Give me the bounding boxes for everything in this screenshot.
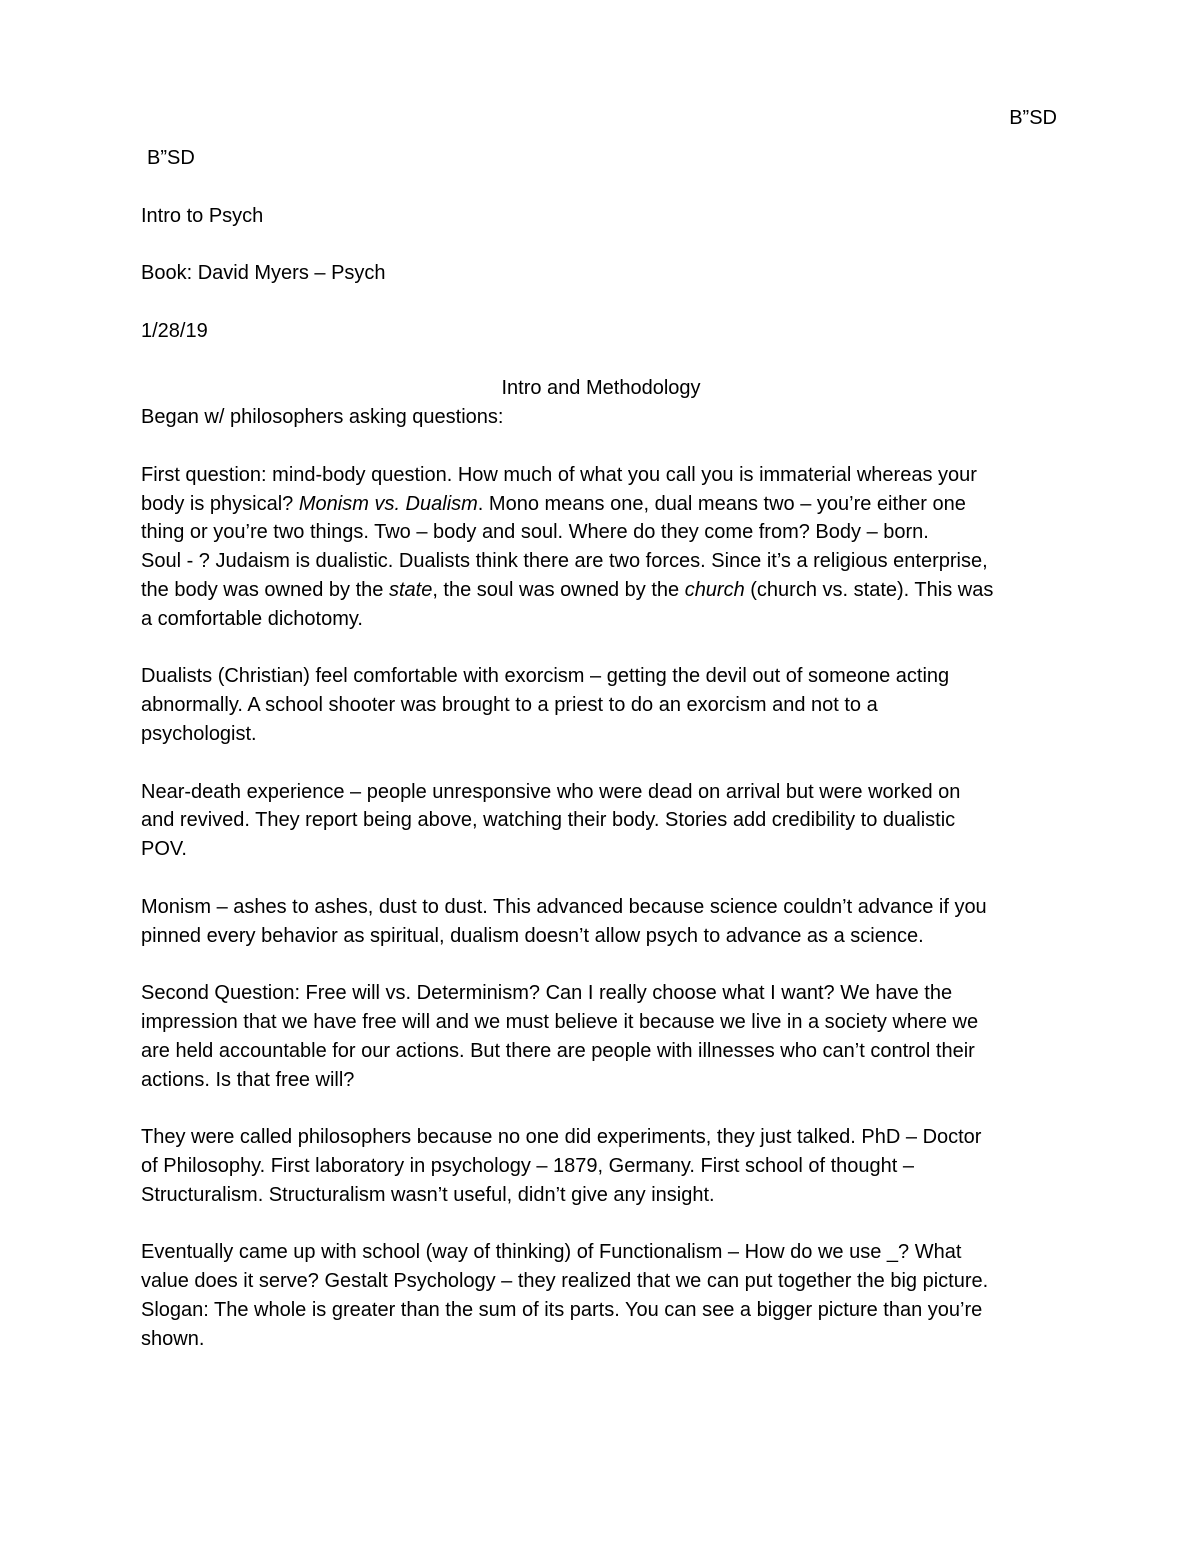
paragraph-near-death	[141, 778, 1061, 864]
text-line: impression that we have free will and we must believe it because we live in a society where we	[141, 1010, 979, 1033]
text-line: Structuralism. Structuralism wasn’t useful, didn’t give any insight.	[141, 1183, 715, 1206]
text-line: Near-death experience – people unresponsive who were dead on arrival but were worked on	[141, 780, 961, 803]
emphasis-text: church	[684, 578, 745, 601]
text-line: Second Question: Free will vs. Determinism? Can I really choose what I want? We have the	[141, 982, 953, 1005]
emphasis-text: Monism vs. Dualism	[298, 492, 478, 515]
text-line: Monism – ashes to ashes, dust to dust. This advanced because science couldn’t advance if you	[141, 895, 987, 918]
text-line: the body was owned by the state, the soul was owned by the church (church vs. state). This was	[141, 578, 994, 601]
text-line: pinned every behavior as spiritual, dualism doesn’t allow psych to advance as a science.	[141, 924, 924, 947]
text-line: Soul - ? Judaism is dualistic. Dualists think there are two forces. Since it’s a religious enterprise,	[141, 550, 988, 573]
document-body	[141, 144, 1061, 1353]
text-line: thing or you’re two things. Two – body and soul. Where do they come from? Body – born.	[141, 521, 929, 544]
paragraph-philosophers	[141, 1123, 1061, 1209]
text-line: body is physical? Monism vs. Dualism. Mono means one, dual means two – you’re either one	[141, 492, 966, 515]
course-title: Intro to Psych	[141, 204, 264, 227]
text-line: actions. Is that free will?	[141, 1068, 355, 1091]
text-line: Slogan: The whole is greater than the sum of its parts. You can see a bigger picture than you’re	[141, 1298, 983, 1321]
text-line: shown.	[141, 1327, 205, 1350]
section-title: Intro and Methodology	[501, 377, 701, 400]
book-line: Book: David Myers – Psych	[141, 262, 386, 285]
text-line: They were called philosophers because no one did experiments, they just talked. PhD – Doctor	[141, 1126, 982, 1149]
text-line: Eventually came up with school (way of thinking) of Functionalism – How do we use _? What	[141, 1241, 962, 1264]
text-line: and revived. They report being above, watching their body. Stories add credibility to dualistic	[141, 809, 956, 832]
date-line: 1/28/19	[141, 319, 208, 342]
paragraph-mind-body	[141, 461, 1061, 634]
text-line: are held accountable for our actions. But there are people with illnesses who can’t control their	[141, 1039, 975, 1062]
text-line: a comfortable dichotomy.	[141, 607, 363, 630]
intro-line: Began w/ philosophers asking questions:	[141, 406, 504, 429]
paragraph-exorcism	[141, 662, 1061, 748]
text-line: POV.	[141, 838, 187, 861]
text-line: First question: mind-body question. How much of what you call you is immaterial whereas your	[141, 463, 977, 486]
emphasis-text: state	[388, 578, 433, 601]
paragraph-monism	[141, 893, 1061, 951]
header-bsd: B”SD	[1009, 107, 1057, 129]
text-line: Dualists (Christian) feel comfortable with exorcism – getting the devil out of someone acting	[141, 665, 950, 688]
text-line: value does it serve? Gestalt Psychology – they realized that we can put together the big picture.	[141, 1270, 989, 1293]
paragraph-functionalism	[141, 1238, 1061, 1353]
paragraph-free-will	[141, 979, 1061, 1094]
text-line: psychologist.	[141, 722, 257, 745]
text-line: abnormally. A school shooter was brought to a priest to do an exorcism and not to a	[141, 694, 878, 717]
text-line: of Philosophy. First laboratory in psychology – 1879, Germany. First school of thought –	[141, 1154, 914, 1177]
bsd-label: B”SD	[147, 147, 195, 169]
